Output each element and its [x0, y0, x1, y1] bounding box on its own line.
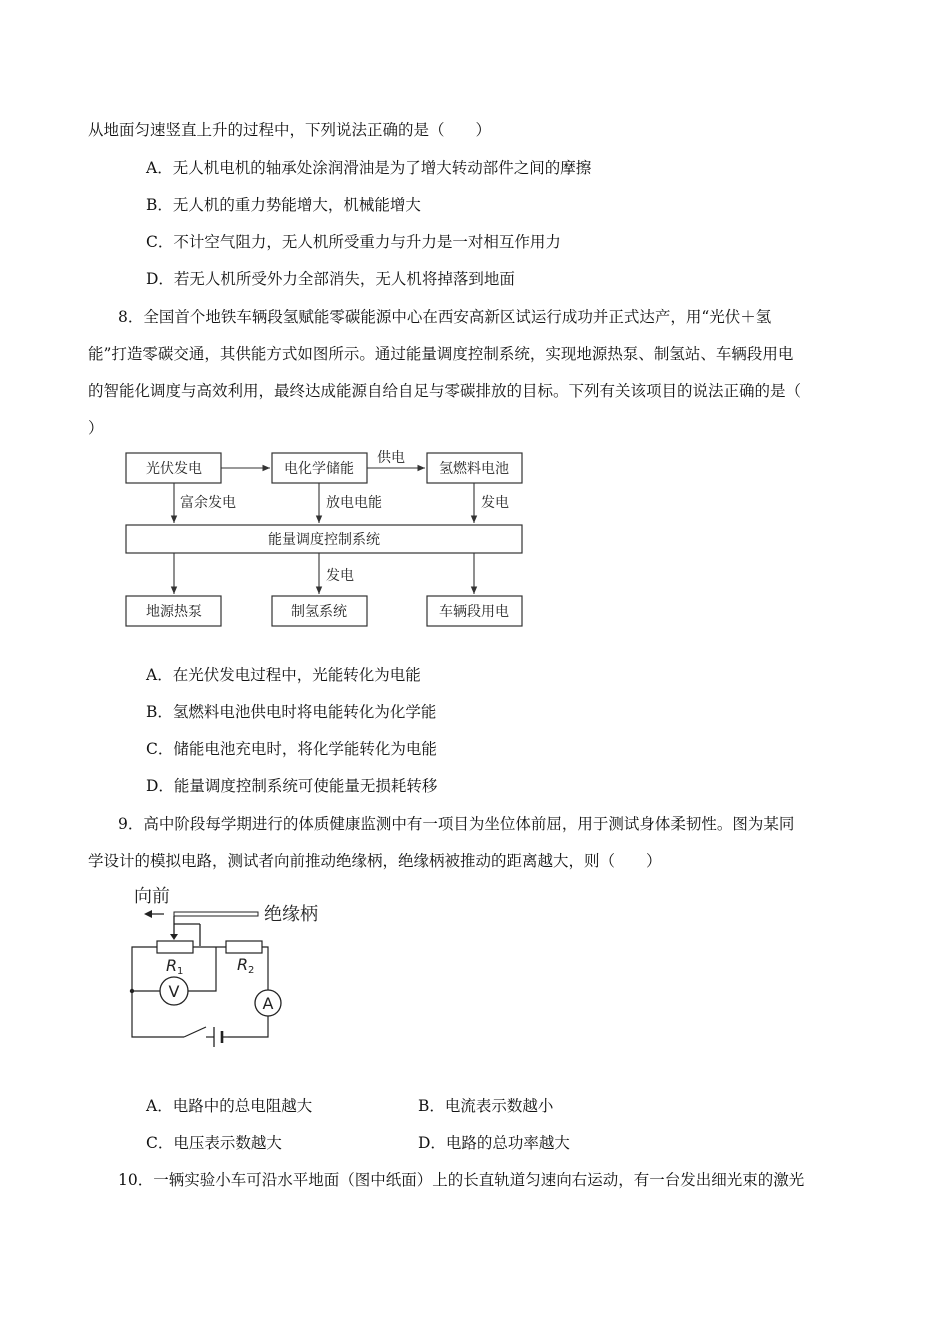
q8-stem-line-3: 的智能化调度与高效利用，最终达成能源自给自足与零碳排放的目标。下列有关该项目的说法正确的是（ [88, 382, 802, 400]
r2-label: R [237, 955, 249, 974]
voltmeter-label: V [168, 982, 180, 1001]
q7-option-d: D．若无人机所受外力全部消失，无人机将掉落到地面 [146, 270, 515, 288]
q7-option-c: C．不计空气阻力，无人机所受重力与升力是一对相互作用力 [146, 233, 561, 251]
hydrogen-label: 制氢系统 [291, 604, 347, 620]
junction-dot [130, 989, 134, 993]
resistor-r1 [157, 941, 193, 953]
q9-stem-line-2: 学设计的模拟电路，测试者向前推动绝缘柄，绝缘柄被推动的距离越大，则（ ） [88, 852, 662, 870]
generate-label-2: 发电 [326, 568, 354, 584]
q7-option-a: A．无人机电机的轴承处涂润滑油是为了增大转动部件之间的摩擦 [146, 159, 592, 177]
depot-label: 车辆段用电 [439, 604, 509, 620]
ammeter-label: A [262, 994, 274, 1013]
forward-arrowhead [144, 910, 152, 918]
heatpump-label: 地源热泵 [146, 604, 202, 620]
switch-blade [184, 1027, 206, 1037]
q10-stem-line-1: 10．一辆实验小车可沿水平地面（图中纸面）上的长直轨道匀速向右运动，有一台发出细光束的激光 [118, 1171, 805, 1189]
supply-label: 供电 [377, 450, 405, 466]
q7-option-b: B．无人机的重力势能增大，机械能增大 [146, 196, 421, 214]
r1-label: R [166, 956, 178, 975]
q8-option-d: D．能量调度控制系统可使能量无损耗转移 [146, 777, 438, 795]
q8-stem-line-1: 8．全国首个地铁车辆段氢赋能零碳能源中心在西安高新区试运行成功并正式达产，用“光伏＋氢 [118, 308, 772, 326]
handle-label: 绝缘柄 [264, 904, 318, 925]
r2-subscript: 2 [248, 965, 255, 976]
discharge-label: 放电电能 [326, 495, 382, 511]
right-wire-bottom [228, 1016, 268, 1037]
energy-flow-diagram [120, 446, 530, 632]
q9-option-d: D．电路的总功率越大 [418, 1134, 570, 1152]
forward-label: 向前 [134, 886, 170, 907]
right-wire-top [262, 947, 268, 990]
handle-rod [174, 912, 258, 916]
q8-stem-line-4: ） [88, 419, 104, 437]
sit-and-reach-circuit [124, 880, 334, 1060]
control-label: 能量调度控制系统 [268, 532, 380, 548]
storage-label: 电化学储能 [284, 461, 354, 477]
q9-option-a: A．电路中的总电阻越大 [146, 1097, 313, 1115]
pv-label: 光伏发电 [146, 461, 202, 477]
q9-option-c: C．电压表示数越大 [146, 1134, 282, 1152]
q9-option-b: B．电流表示数越小 [418, 1097, 554, 1115]
resistor-r2 [226, 941, 262, 953]
q8-stem-line-2: 能”打造零碳交通，其供能方式如图所示。通过能量调度控制系统，实现地源热泵、制氢站、车辆段用电 [88, 345, 794, 363]
surplus-label: 富余发电 [180, 495, 236, 511]
q8-option-c: C．储能电池充电时，将化学能转化为电能 [146, 740, 437, 758]
slider-arrowhead [170, 934, 178, 940]
q8-option-b: B．氢燃料电池供电时将电能转化为化学能 [146, 703, 437, 721]
r1-subscript: 1 [177, 966, 184, 977]
q8-option-a: A．在光伏发电过程中，光能转化为电能 [146, 666, 421, 684]
q7-stem-tail: 从地面匀速竖直上升的过程中，下列说法正确的是（ ） [88, 121, 492, 139]
q9-stem-line-1: 9．高中阶段每学期进行的体质健康监测中有一项目为坐位体前屈，用于测试身体柔韧性。图为某同 [118, 815, 795, 833]
fuelcell-label: 氢燃料电池 [439, 461, 509, 477]
generate-label-1: 发电 [481, 495, 509, 511]
